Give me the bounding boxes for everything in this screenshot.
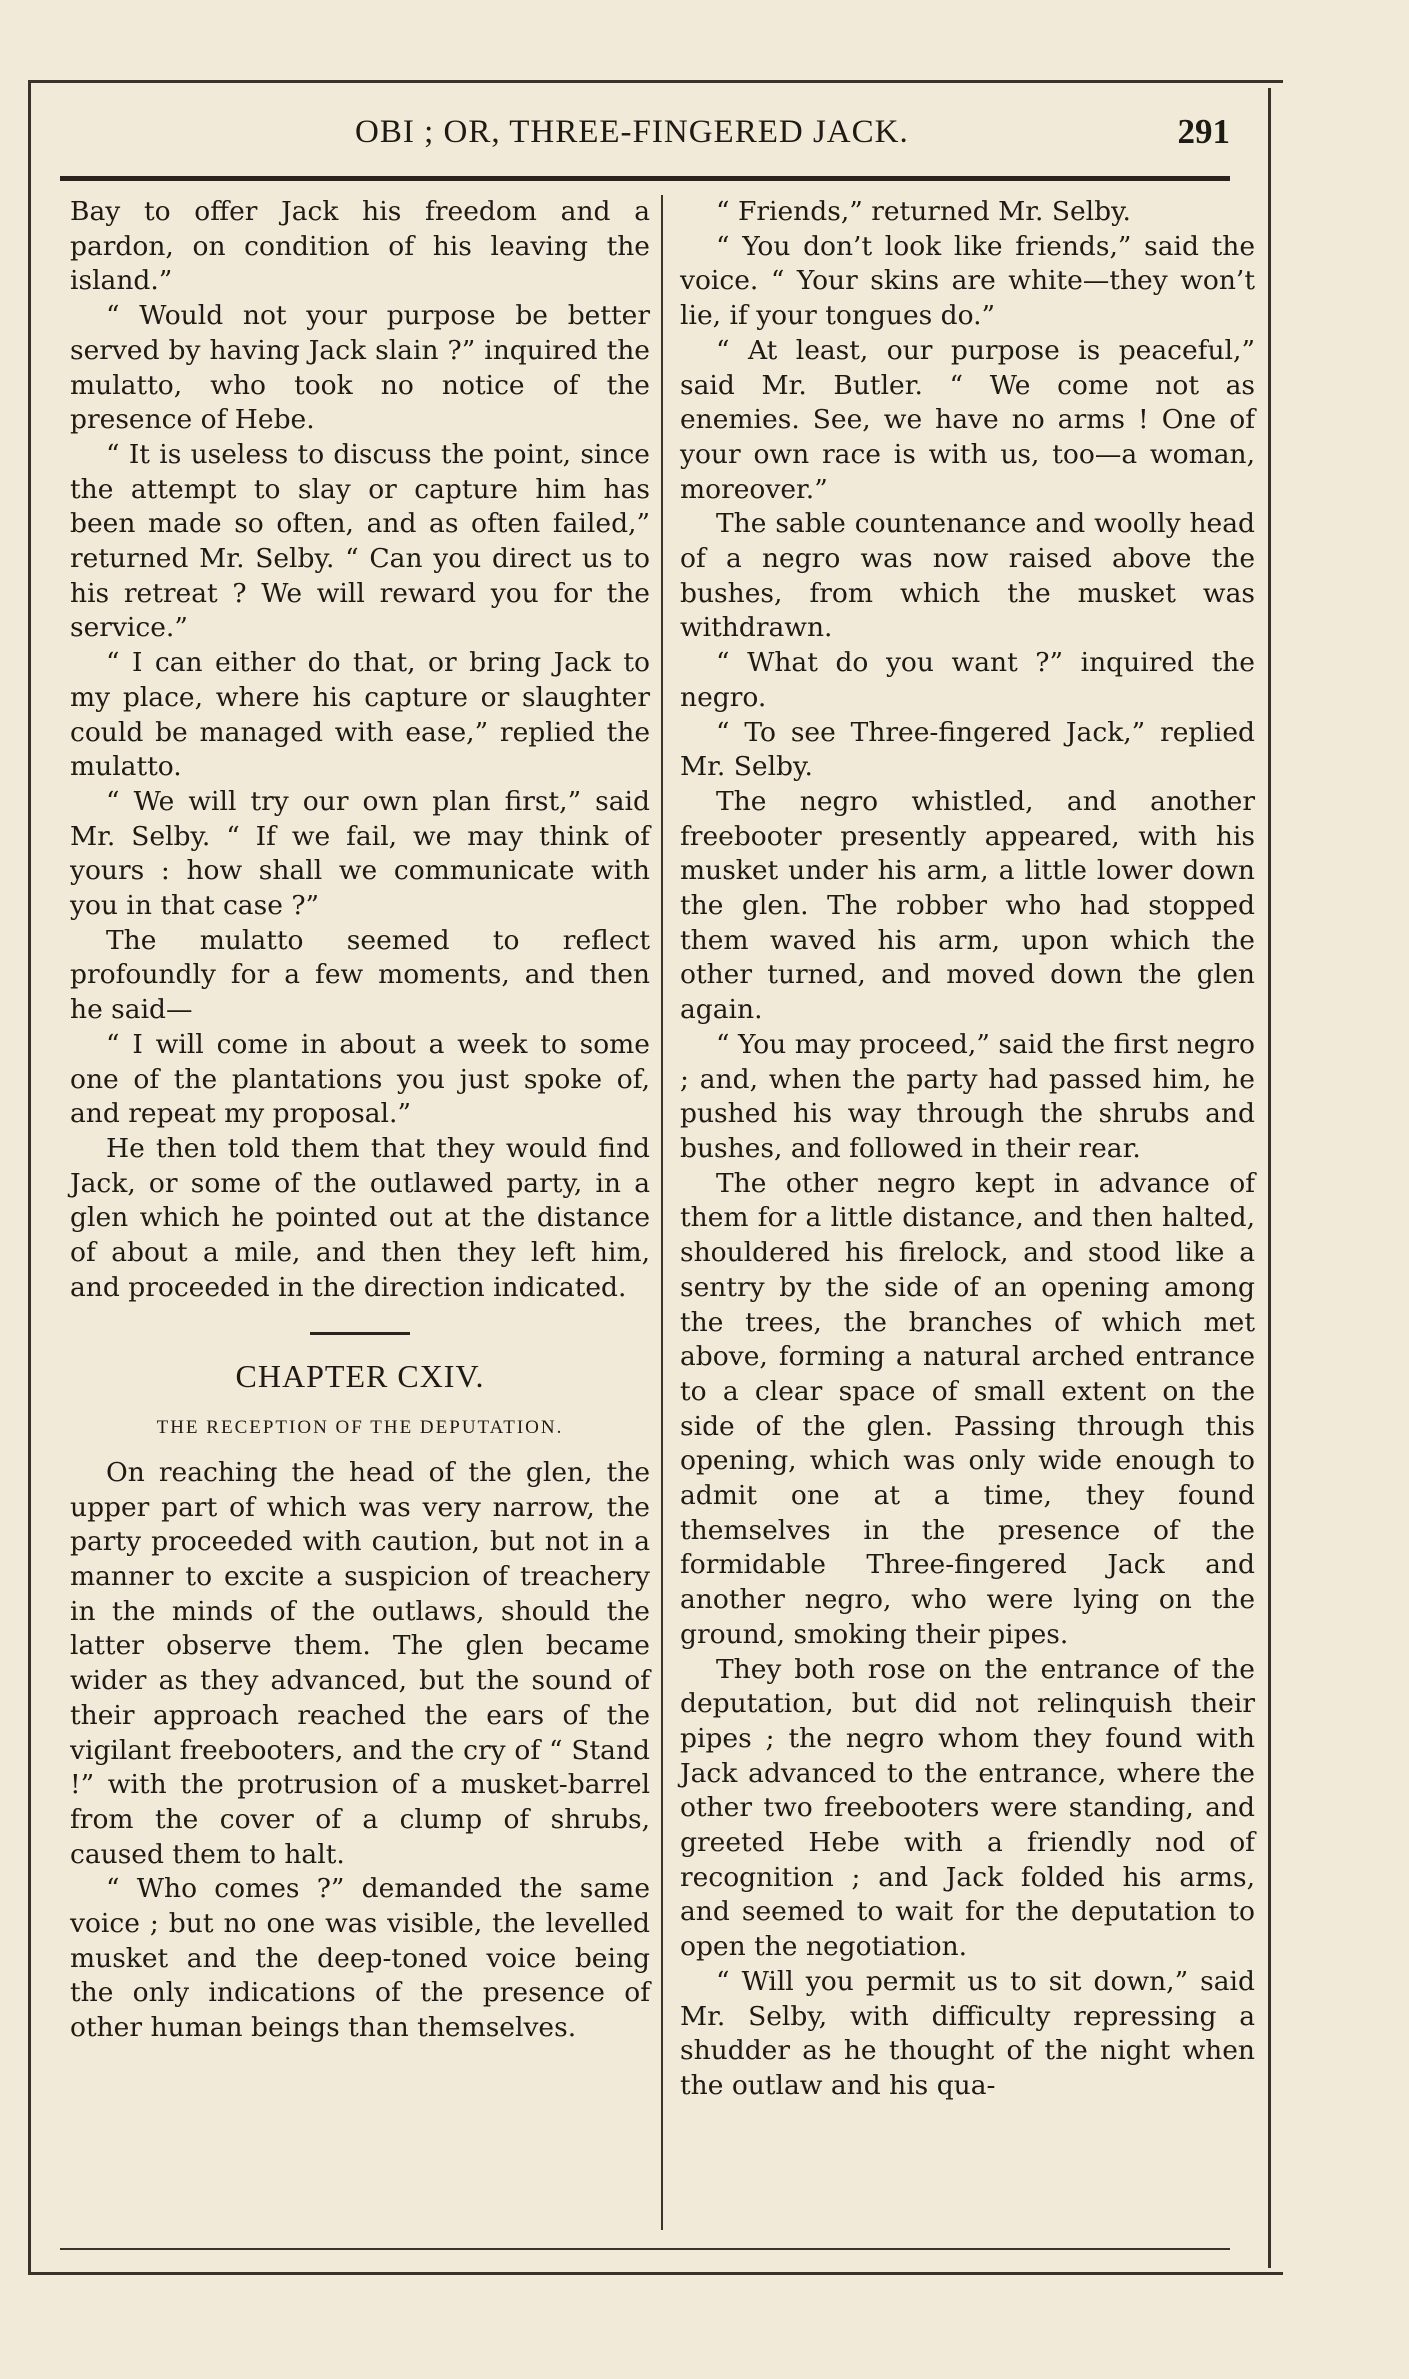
page-number: 291 [1177,112,1230,151]
paragraph: The mulatto seemed to reflect profoundly for a few moments, and then he said— [70,924,650,1026]
paragraph: Bay to offer Jack his freedom and a pardon, on condition of his leaving the island.” [70,196,650,297]
paragraph: The negro whistled, and another freebooter presently appeared, with his musket under his arm, a little lower down the glen. The robber who had stopped them waved his arm, upon which the other turned, and moved down the glen again. [680,785,1255,1026]
column-divider [661,195,663,2230]
paragraph: “ Will you permit us to sit down,” said Mr. Selby, with difficulty repressing a shudder as he thought of the night when the outlaw and his qua- [680,1965,1255,2101]
right-column [680,195,1255,2104]
page-header [60,108,1230,168]
header-rule [60,176,1230,181]
chapter-title: CHAPTER CXIV. [235,1357,485,1394]
paragraph: “ You don’t look like friends,” said the voice. “ Your skins are white—they won’t lie, if your tongues do.” [680,230,1255,332]
paragraph: “ I can either do that, or bring Jack to my place, where his capture or slaughter could be managed with ease,” replied the mulatto. [70,647,650,783]
paragraph: “ We will try our own plan first,” said Mr. Selby. “ If we fail, we may think of yours : how shall we communicate with you in that case ?” [70,785,650,922]
paragraph: The sable countenance and woolly head of a negro was now raised above the bushes, from which the musket was withdrawn. [680,508,1255,644]
paragraph: “ You may proceed,” said the first negro ; and, when the party had passed him, he pushed his way through the shrubs and bushes, and followed in their rear. [680,1028,1255,1164]
paragraph: The other negro kept in advance of them for a little distance, and then halted, shouldered his firelock, and stood like a sentry by the side of an opening among the trees, the branches of which met above, forming a natural arched entrance to a clear space of small extent on the side of the glen. Passing through this opening, which was only wide enough to admit one at a time, they found themselves in the presence of the formidable Three-fingered Jack and another negro, who were lying on the ground, smoking their pipes. [680,1167,1255,1650]
paragraph: “ Who comes ?” demanded the same voice ; but no one was visible, the levelled musket and the deep-toned voice being the only indications of the presence of other human beings than themselves. [70,1873,650,2044]
footer-rule [60,2248,1230,2250]
paragraph: “ I will come in about a week to some one of the plantations you just spoke of, and repeat my proposal.” [70,1028,650,1130]
paragraph: On reaching the head of the glen, the upper part of which was very narrow, the party proceeded with caution, but not in a manner to excite a suspicion of treachery in the minds of the outlaws, should the latter observe them. The glen became wider as they advanced, but the sound of their approach reached the ears of the vigilant freebooters, and the cry of “ Stand !” with the protrusion of a musket-barrel from the cover of a clump of shrubs, caused them to halt. [70,1456,650,1870]
paragraph: “ It is useless to discuss the point, since the attempt to slay or capture him has been made so often, and as often failed,” returned Mr. Selby. “ Can you direct us to his retreat ? We will reward you for the service.” [70,438,650,644]
paragraph: “ To see Three-fingered Jack,” replied Mr. Selby. [680,716,1255,783]
running-head: OBI ; OR, THREE-FINGERED JACK. [355,114,909,150]
paragraph: “ Would not your purpose be better served by having Jack slain ?” inquired the mulatto, who took no notice of the presence of Hebe. [70,300,650,436]
chapter-divider [310,1332,410,1335]
paragraph: They both rose on the entrance of the deputation, but did not relinquish their pipes ; the negro whom they found with Jack advanced to the entrance, where the other two freebooters were standing, and greeted Hebe with a friendly nod of recognition ; and Jack folded his arms, and seemed to wait for the deputation to open the negotiation. [680,1653,1255,1963]
chapter-subtitle: THE RECEPTION OF THE DEPUTATION. [156,1417,564,1439]
paragraph: “ What do you want ?” inquired the negro. [680,647,1255,713]
paragraph: He then told them that they would find Jack, or some of the outlawed party, in a glen which he pointed out at the distance of about a mile, and then they left him, and proceeded in the direction indicated. [70,1132,650,1303]
right-border-rule [1268,88,1271,2268]
paragraph: “ Friends,” returned Mr. Selby. [716,196,1131,227]
paragraph: “ At least, our purpose is peaceful,” said Mr. Butler. “ We come not as enemies. See, we have no arms ! One of your own race is with us, too—a woman, moreover.” [680,334,1255,505]
left-column [70,195,650,2046]
